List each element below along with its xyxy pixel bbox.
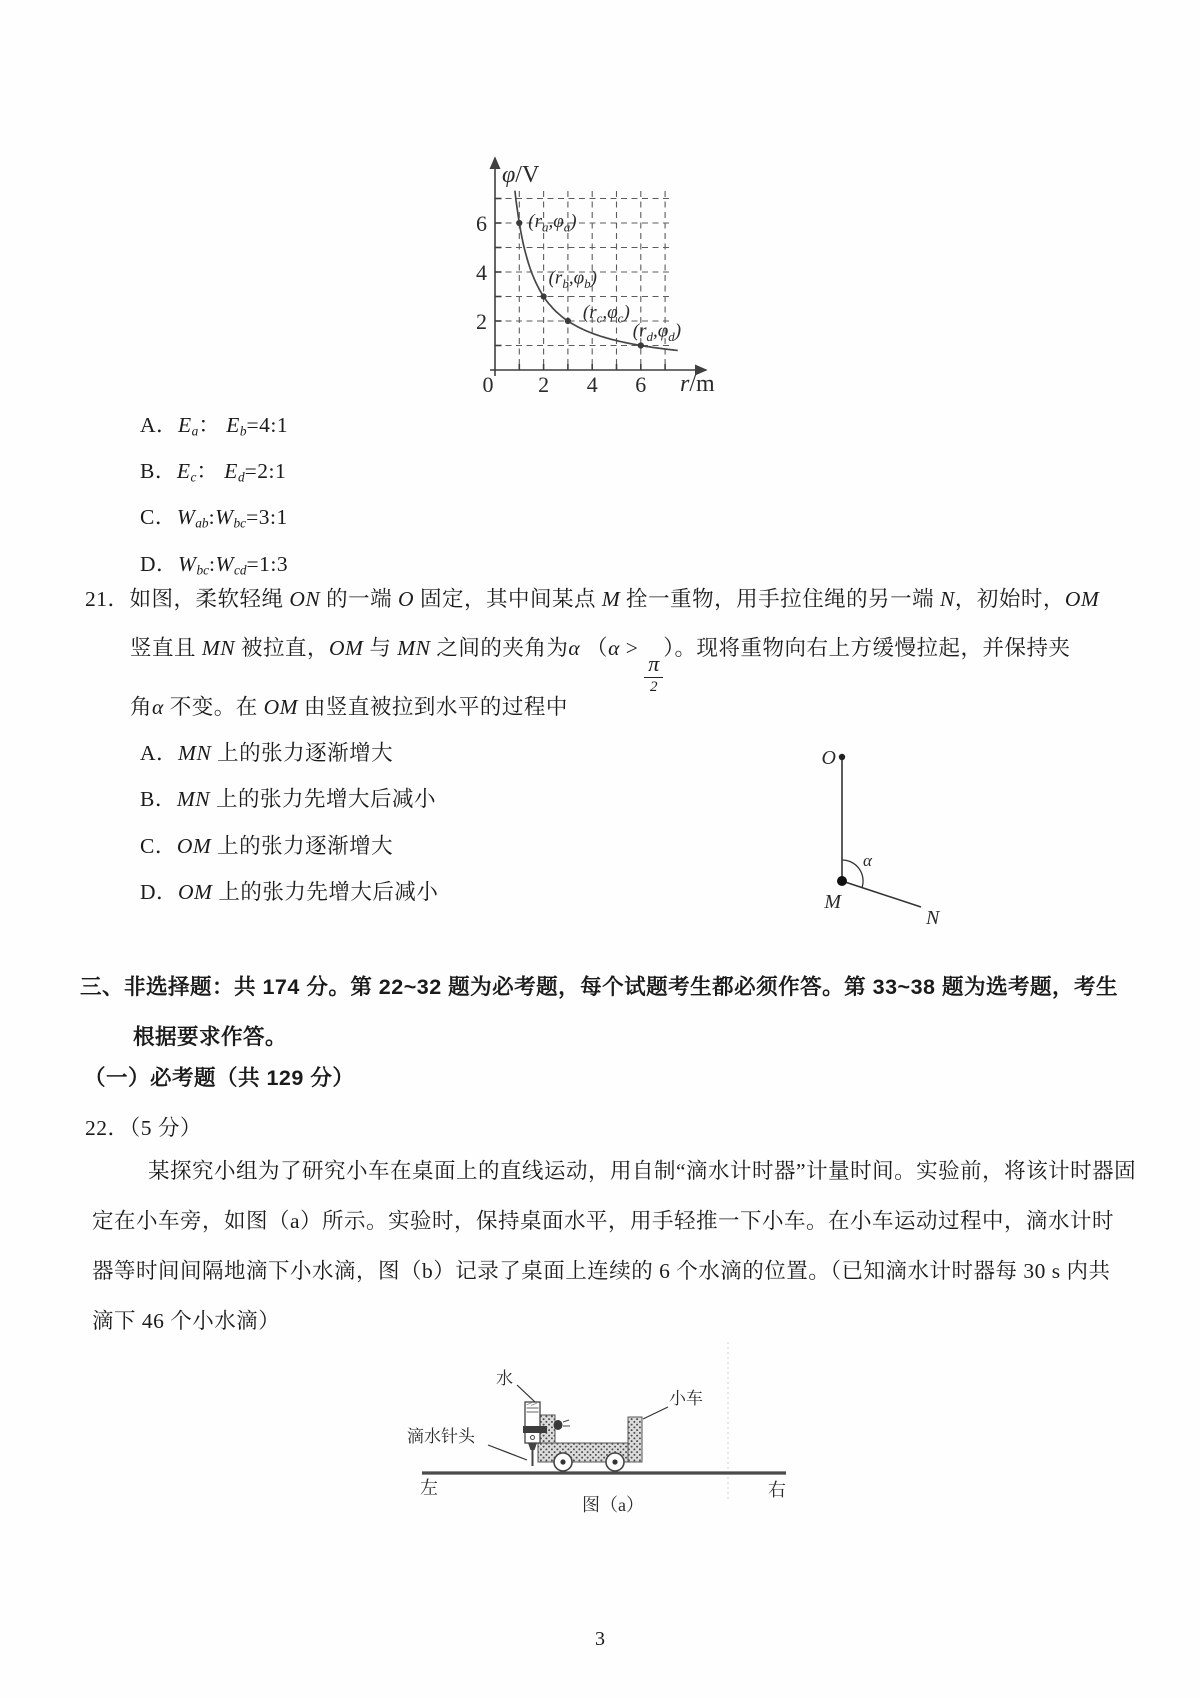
q22-para-line2: 定在小车旁，如图（a）所示。实验时，保持桌面水平，用手轻推一下小车。在小车运动过程中，滴水计时 — [92, 1209, 1115, 1233]
rope-MN — [842, 881, 921, 907]
right-label: 右 — [768, 1480, 786, 1500]
figure-a-cart-diagram — [380, 1338, 820, 1523]
water-label: 水 — [496, 1369, 513, 1388]
q22-para-line4: 滴下 46 个小水滴） — [92, 1309, 281, 1333]
needle-taper — [528, 1443, 537, 1450]
section3-header-line2: 根据要求作答。 — [133, 1025, 288, 1049]
q21-line-3: 角α 不变。在 OM 由竖直被拉到水平的过程中 — [130, 695, 568, 719]
q21-option-b: B．MN 上的张力先增大后减小 — [140, 787, 436, 811]
q22-para-line3: 器等时间间隔地滴下小水滴，图（b）记录了桌面上连续的 6 个水滴的位置。（已知滴水计时器每 30 s 内共 — [92, 1259, 1111, 1283]
clamp-knob — [554, 1420, 563, 1430]
q21-line-1: 21．如图，柔软轻绳 ON 的一端 O 固定，其中间某点 M 拴一重物，用手拉住绳的另一端 N，初始时，OM — [85, 587, 1100, 611]
svg-text:4: 4 — [586, 372, 598, 397]
part1-heading: （一）必考题（共 129 分） — [84, 1066, 355, 1090]
label-N: N — [926, 907, 940, 929]
svg-text:(ra,φa): $(r_a,\varphi_a)$ — [528, 211, 577, 235]
q20-option-b: B．$E_c$： $E_d=2:1$ — [140, 459, 287, 485]
q21-option-d: D．OM 上的张力先增大后减小 — [140, 880, 439, 904]
svg-text:(rc,φc): $(r_c,\varphi_c)$ — [582, 302, 630, 326]
rope-diagram — [740, 688, 970, 948]
point-O-dot — [839, 754, 845, 760]
cart-right-wall — [628, 1417, 642, 1462]
cart-wheel-right-hub — [612, 1459, 617, 1464]
cart-wheel-left-hub — [560, 1459, 565, 1464]
q22-heading: 22．（5 分） — [85, 1116, 202, 1140]
label-M: M — [824, 891, 841, 913]
cart-pointer-line — [643, 1407, 668, 1419]
q21-option-c: C．OM 上的张力逐渐增大 — [140, 834, 394, 858]
needle-label: 滴水针头 — [407, 1427, 475, 1446]
svg-text:(rb,φb): $(r_b,\varphi_b)$ — [548, 267, 597, 291]
point-M-dot — [837, 876, 847, 886]
label-alpha: α — [863, 851, 872, 870]
cart-label: 小车 — [669, 1389, 703, 1408]
svg-text:2: 2 — [538, 372, 550, 397]
svg-text:6: 6 — [476, 211, 487, 236]
label-O: O — [821, 747, 836, 769]
chart-grid-curve-points — [476, 191, 681, 397]
figure-a-caption: 图（a） — [582, 1495, 644, 1515]
q20-option-d: D．$W_{bc}:W_{cd}=1:3$ — [140, 552, 289, 578]
svg-text:0: 0 — [482, 372, 494, 397]
electric-potential-chart — [430, 138, 740, 403]
bottle-clamp-band — [523, 1426, 547, 1433]
left-label: 左 — [420, 1478, 438, 1498]
clamp-knob-mark — [563, 1420, 569, 1422]
q21-line-2: 竖直且 MN 被拉直，OM 与 MN 之间的夹角为α （α > $\frac{\pi}{2}$ ）。现将重物向右上方缓慢拉起，并保持夹 — [130, 636, 1071, 696]
svg-text:4: 4 — [476, 260, 487, 285]
y-axis-title: φ/V — [502, 162, 540, 188]
cart-base — [538, 1443, 642, 1462]
svg-text:2: 2 — [476, 309, 487, 334]
q20-option-a: A．$E_a$： $E_b=4:1$ — [140, 413, 289, 439]
page-number: 3 — [595, 1628, 605, 1650]
section3-header-line1: 三、非选择题：共 174 分。第 22~32 题为必考题，每个试题考生都必须作答。第 33~38 题为选考题，考生 — [80, 975, 1118, 999]
needle-pointer-line — [488, 1445, 527, 1460]
x-axis-title: r/m — [680, 371, 715, 397]
water-pointer-line — [517, 1385, 535, 1402]
svg-text:(rd,φd): $(r_d,\varphi_d)$ — [632, 320, 682, 344]
q22-para-line1: 某探究小组为了研究小车在桌面上的直线运动，用自制“滴水计时器”计量时间。实验前，将该计时器固 — [148, 1159, 1137, 1183]
svg-text:6: 6 — [635, 372, 647, 397]
q20-option-c: C．$W_{ab}:W_{bc}=3:1$ — [140, 505, 288, 531]
q21-option-a: A．MN 上的张力逐渐增大 — [140, 741, 394, 765]
